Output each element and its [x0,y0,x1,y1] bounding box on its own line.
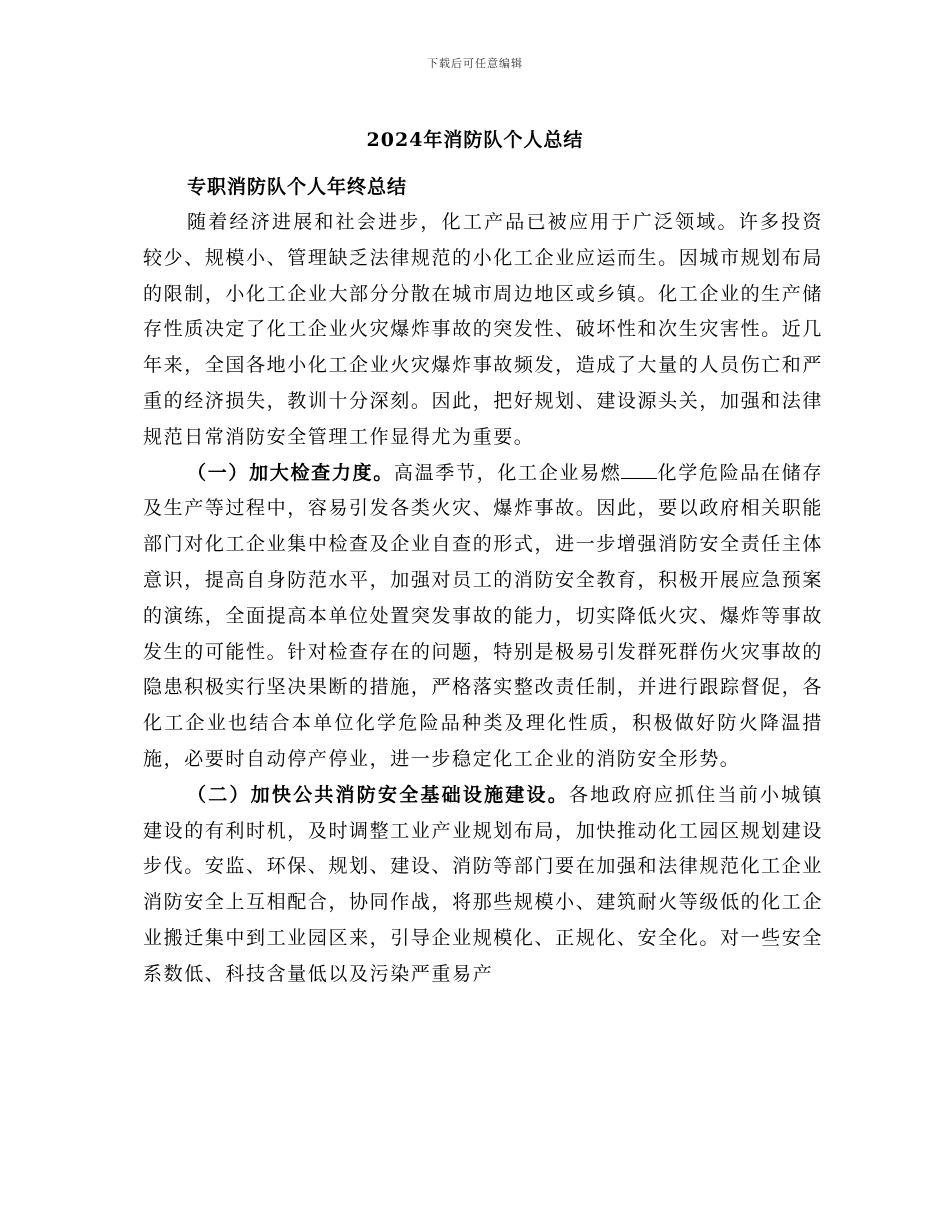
paragraph-lead-infrastructure: （二）加快公共消防安全基础设施建设。 [187,783,569,806]
paragraph-intro: 随着经济进展和社会进步，化工产品已被应用于广泛领域。许多投资较少、规模小、管理缺乏法律规范的小化工企业应运而生。因城市规划布局的限制，小化工企业大部分分散在城市周边地区或乡镇。化工企业的生产储存性质决定了化工企业火灾爆炸事故的突发性、破坏性和次生灾害性。近几年来，全国各地小化工企业火灾爆炸事故频发，造成了大量的人员伤亡和严重的经济损失，教训十分深刻。因此，把好规划、建设源头关，加强和法律规范日常消防安全管理工作显得尤为重要。 [143,211,823,448]
paragraph-text-infrastructure: 各地政府应抓住当前小城镇建设的有利时机，及时调整工业产业规划布局，加快推动化工园区规划建设步伐。安监、环保、规划、建设、消防等部门要在加强和法律规范化工企业消防安全上互相配合，协同作战，将那些规模小、建筑耐火等级低的化工企业搬迁集中到工业园区来，引导企业规模化、正规化、安全化。对一些安全系数低、科技含量低以及污染严重易产 [143,783,823,985]
fill-in-blank [621,462,657,479]
section-heading: 专职消防队个人年终总结 [187,176,408,198]
paragraph-text-after-blank: 化学危险品在储存及生产等过程中，容易引发各类火灾、爆炸事故。因此，要以政府相关职能部门对化工企业集中检查及企业自查的形式，进一步增强消防安全责任主体意识，提高自身防范水平，加强对员工的消防安全教育，积极开展应急预案的演练，全面提高本单位处置突发事故的能力，切实降低火灾、爆炸等事故发生的可能性。针对检查存在的问题，特别是极易引发群死群伤火灾事故的隐患积极实行坚决果断的措施，严格落实整改责任制，并进行跟踪督促，各化工企业也结合本单位化学危险品种类及理化性质，积极做好防火降温措施，必要时自动停产停业，进一步稳定化工企业的消防安全形势。 [143,461,823,770]
document-title: 2024年消防队个人总结 [366,129,584,151]
paragraph-text-before-blank: 高温季节，化工企业易燃 [393,461,622,484]
paragraph-lead-inspection: （一）加大检查力度。 [187,461,394,484]
header-note: 下载后可任意编辑 [427,57,523,70]
paragraph-inspection [143,456,823,778]
paragraph-infrastructure [143,778,823,993]
document-body [143,170,823,993]
